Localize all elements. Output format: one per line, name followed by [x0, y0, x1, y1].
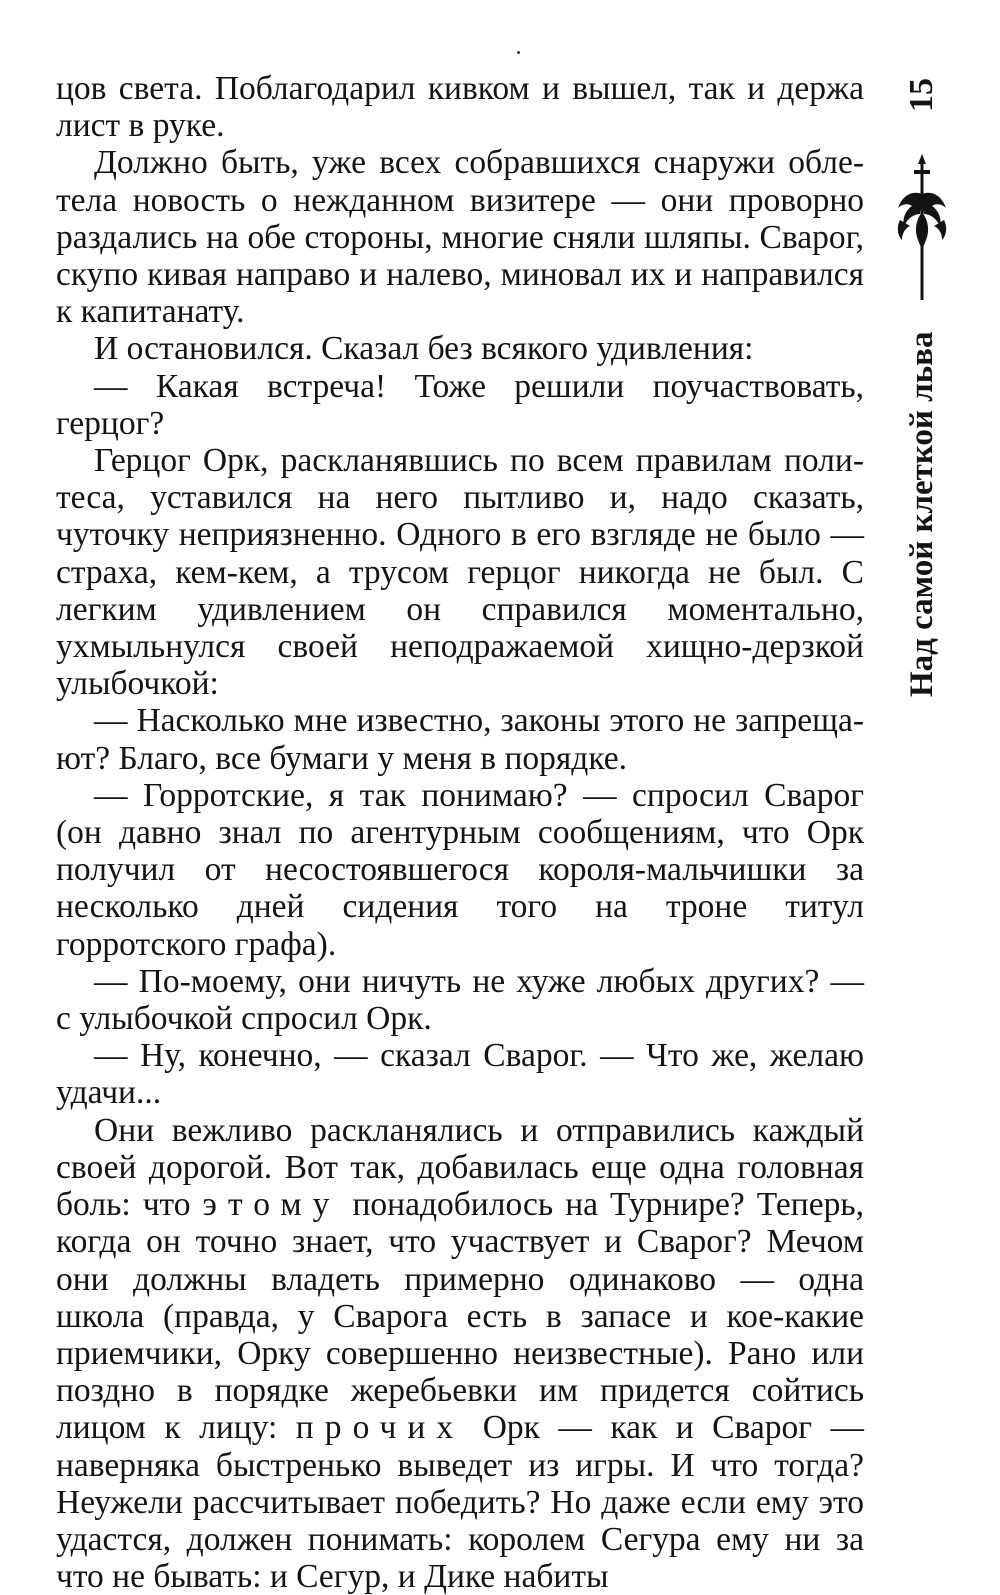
page-header-sidebar [884, 62, 964, 712]
dialogue-line: — Какая встреча! Тоже решили поучаствовать, герцог? [56, 367, 864, 442]
emphasized-word: этому [202, 1186, 341, 1224]
running-title: Над самой клеткой льва [904, 331, 940, 697]
paragraph: цов света. Поблагодарил кивком и вышел, так и держа лист в руке. [56, 70, 864, 145]
print-speck [517, 51, 520, 54]
emphasized-word: прочих [295, 1409, 465, 1447]
paragraph: Герцог Орк, раскланявшись по всем правилам политеса, уставился на него пытливо и, надо сказать, чуточку неприязненно. Одного в его взгляде не было — страха, кем-кем, а трусом герцог никогда не был. С легким удивлением он справился моментально, ухмыльнулся своей неподражаемой хищно-дерзкой улыбочкой: [56, 442, 864, 703]
paragraph-text: Они вежливо раскланялись и отправились каждый своей дорогой. Вот так, добавилась еще одна головная боль: что [56, 1111, 864, 1224]
sword-emblem-icon [892, 154, 952, 304]
body-text [56, 70, 864, 1595]
paragraph-text: Орк — как и Сварог — наверняка быстренько выведет из игры. И что тогда? Неужели рассчитывает победить? Но даже если ему это удастся, должен понимать: королем Сегура ему ни за что не бывать: и Сегур, и Дике набиты [56, 1409, 864, 1595]
dialogue-line: — Горротские, я так понимаю? — спросил Сварог (он давно знал по агентурным сообщениям, что Орк получил от несостоявшегося короля-мальчишки за несколько дней сидения того на троне титул горротского графа). [56, 776, 864, 963]
page-number: 15 [903, 78, 940, 112]
paragraph: И остановился. Сказал без всякого удивления: [94, 330, 754, 368]
dialogue-line: — Ну, конечно, — сказал Сварог. — Что же, желаю удачи... [56, 1037, 864, 1112]
paragraph: Должно быть, уже всех собравшихся снаружи облетела новость о нежданном визитере — они проворно раздались на обе стороны, многие сняли шляпы. Сварог, скупо кивая направо и налево, миновал их и направился к капитанату. [56, 144, 864, 331]
paragraph [56, 1112, 864, 1595]
paragraph-text: понадобилось на Турнире? Теперь, когда он точно знает, что участвует и Сварог? Мечом они должны владеть примерно одинаково — одна школа (правда, у Сварога есть в запасе и кое-какие приемчики, Орку совершенно неизвестные). Рано или поздно в порядке жеребьевки им придется сойтись лицом к лицу: [56, 1186, 864, 1447]
dialogue-line: — По-моему, они ничуть не хуже любых других? — с улыбочкой спросил Орк. [56, 962, 864, 1038]
dialogue-line: — Насколько мне известно, законы этого не запрещают? Благо, все бумаги у меня в порядке. [56, 702, 864, 777]
